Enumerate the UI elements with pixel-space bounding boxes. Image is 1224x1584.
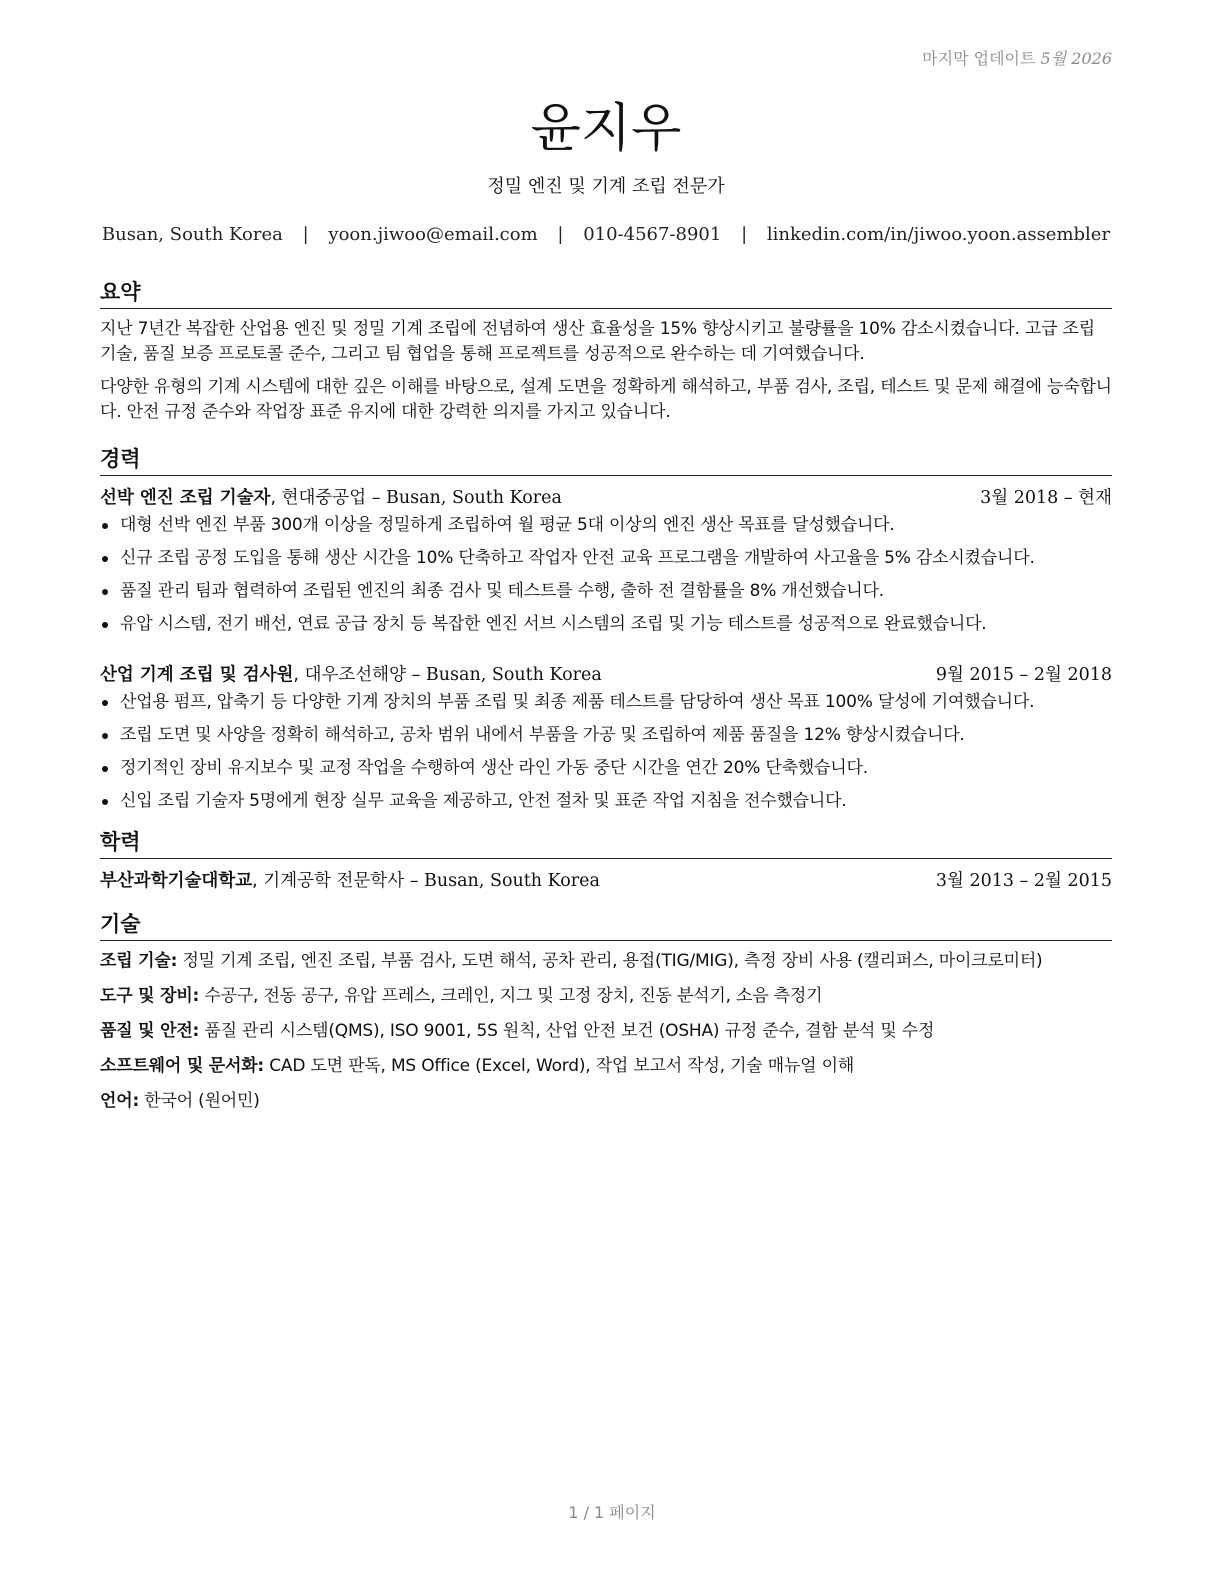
education-degree: 기계공학 전문학사 [263,871,405,891]
job-bullets [100,513,1112,637]
job-location: Busan, South Korea [425,665,602,685]
education-location: Busan, South Korea [424,871,600,891]
skill-row [100,949,1112,974]
education-dates: 3월 2013 – 2월 2015 [935,871,1112,891]
contact-separator: | [741,224,748,245]
contact-separator: | [557,224,564,245]
section-title-experience: 경력 [100,443,1112,476]
candidate-name: 윤지우 [530,99,682,159]
skill-value: 정밀 기계 조립, 엔진 조립, 부품 검사, 도면 해석, 공차 관리, 용접(TIG/MIG), 측정 장비 사용 (캘리퍼스, 마이크로미터) [182,951,1043,971]
skill-label: 소프트웨어 및 문서화: [100,1056,265,1076]
education-entry: 부산과학기술대학교, 기계공학 전문학사 – Busan, South Korea 3월 2013 – 2월 2015 [100,867,1112,892]
job-bullets [100,690,1112,814]
list-item: 대형 선박 엔진 부품 300개 이상을 정밀하게 조립하여 월 평균 5대 이상의 엔진 생산 목표를 달성했습니다. [120,513,1112,538]
last-updated-label: 마지막 업데이트 [922,49,1036,68]
education-school: 부산과학기술대학교 [100,871,253,891]
skill-value: 품질 관리 시스템(QMS), ISO 9001, 5S 원칙, 산업 안전 보건 (OSHA) 규정 준수, 결함 분석 및 수정 [204,1021,935,1041]
skill-label: 품질 및 안전: [100,1021,200,1041]
job-company: 대우조선해양 [304,665,406,685]
list-item: 조립 도면 및 사양을 정확히 해석하고, 공차 범위 내에서 부품을 가공 및 조립하여 제품 품질을 12% 향상시켰습니다. [120,723,1112,748]
last-updated-month: 5월 [1040,49,1067,68]
skill-value: 한국어 (원어민) [144,1091,260,1111]
skill-value: 수공구, 전동 공구, 유압 프레스, 크레인, 지그 및 고정 장치, 진동 분석기, 소음 측정기 [204,986,823,1006]
job-dates: 9월 2015 – 2월 2018 [935,665,1112,685]
last-updated [922,46,1112,69]
contact-location: Busan, South Korea [101,224,283,245]
list-item: 정기적인 장비 유지보수 및 교정 작업을 수행하여 생산 라인 가동 중단 시간을 연간 20% 단축했습니다. [120,756,1112,781]
skill-value: CAD 도면 판독, MS Office (Excel, Word), 작업 보고서 작성, 기술 매뉴얼 이해 [269,1056,855,1076]
skill-label: 언어: [100,1091,140,1111]
section-title-education: 학력 [100,826,1112,859]
summary-paragraph: 지난 7년간 복잡한 산업용 엔진 및 정밀 기계 조립에 전념하여 생산 효율성을 15% 향상시키고 불량률을 10% 감소시켰습니다. 고급 조립 기술, 품질 보증 프로토콜 준수, 그리고 팀 협업을 통해 프로젝트를 성공적으로 완수하는 데 기여했습니다. [100,319,1095,364]
job-entry [100,661,1112,814]
contact-phone: 010-4567-8901 [583,224,722,245]
page-number: 1 / 1 페이지 [568,1503,656,1522]
skill-row [100,984,1112,1009]
job-company: 현대중공업 [281,488,367,508]
contact-separator: | [302,224,309,245]
list-item: 신규 조립 공정 도입을 통해 생산 시간을 10% 단축하고 작업자 안전 교육 프로그램을 개발하여 사고율을 5% 감소시켰습니다. [120,546,1112,571]
summary-paragraph: 다양한 유형의 기계 시스템에 대한 깊은 이해를 바탕으로, 설계 도면을 정확하게 해석하고, 부품 검사, 조립, 테스트 및 문제 해결에 능숙합니다. 안전 규정 준수와 작업장 표준 유지에 대한 강력한 의지를 가지고 있습니다. [100,377,1112,422]
skill-row [100,1054,1112,1079]
contact-linkedin[interactable]: linkedin.com/in/jiwoo.yoon.assembler [766,224,1111,245]
job-dates: 3월 2018 – 현재 [980,488,1112,508]
skill-label: 도구 및 장비: [100,986,200,1006]
list-item: 유압 시스템, 전기 배선, 연료 공급 장치 등 복잡한 엔진 서브 시스템의 조립 및 기능 테스트를 성공적으로 완료했습니다. [120,612,1112,637]
skill-row [100,1019,1112,1044]
candidate-headline: 정밀 엔진 및 기계 조립 전문가 [487,176,725,197]
job-entry [100,484,1112,637]
list-item: 산업용 펌프, 압축기 등 다양한 기계 장치의 부품 조립 및 최종 제품 테스트를 담당하여 생산 목표 100% 달성에 기여했습니다. [120,690,1112,715]
skill-label: 조립 기술: [100,951,178,971]
job-role: 선박 엔진 조립 기술자 [100,488,271,508]
last-updated-year: 2026 [1071,49,1112,68]
section-title-summary: 요약 [100,276,1112,309]
list-item: 신입 조립 기술자 5명에게 현장 실무 교육을 제공하고, 안전 절차 및 표준 작업 지침을 전수했습니다. [120,789,1112,814]
job-role: 산업 기계 조립 및 검사원 [100,665,294,685]
section-title-skills: 기술 [100,908,1112,941]
skill-row [100,1089,1112,1114]
list-item: 품질 관리 팀과 협력하여 조립된 엔진의 최종 검사 및 테스트를 수행, 출하 전 결함률을 8% 개선했습니다. [120,579,1112,604]
job-header: 산업 기계 조립 및 검사원, 대우조선해양 – Busan, South Korea 9월 2015 – 2월 2018 [100,661,1112,686]
resume-content [100,276,1112,1124]
job-header: 선박 엔진 조립 기술자, 현대중공업 – Busan, South Korea 3월 2018 – 현재 [100,484,1112,509]
job-location: Busan, South Korea [386,488,562,508]
contact-email[interactable]: yoon.jiwoo@email.com [328,224,538,245]
contact-line [100,224,1112,245]
